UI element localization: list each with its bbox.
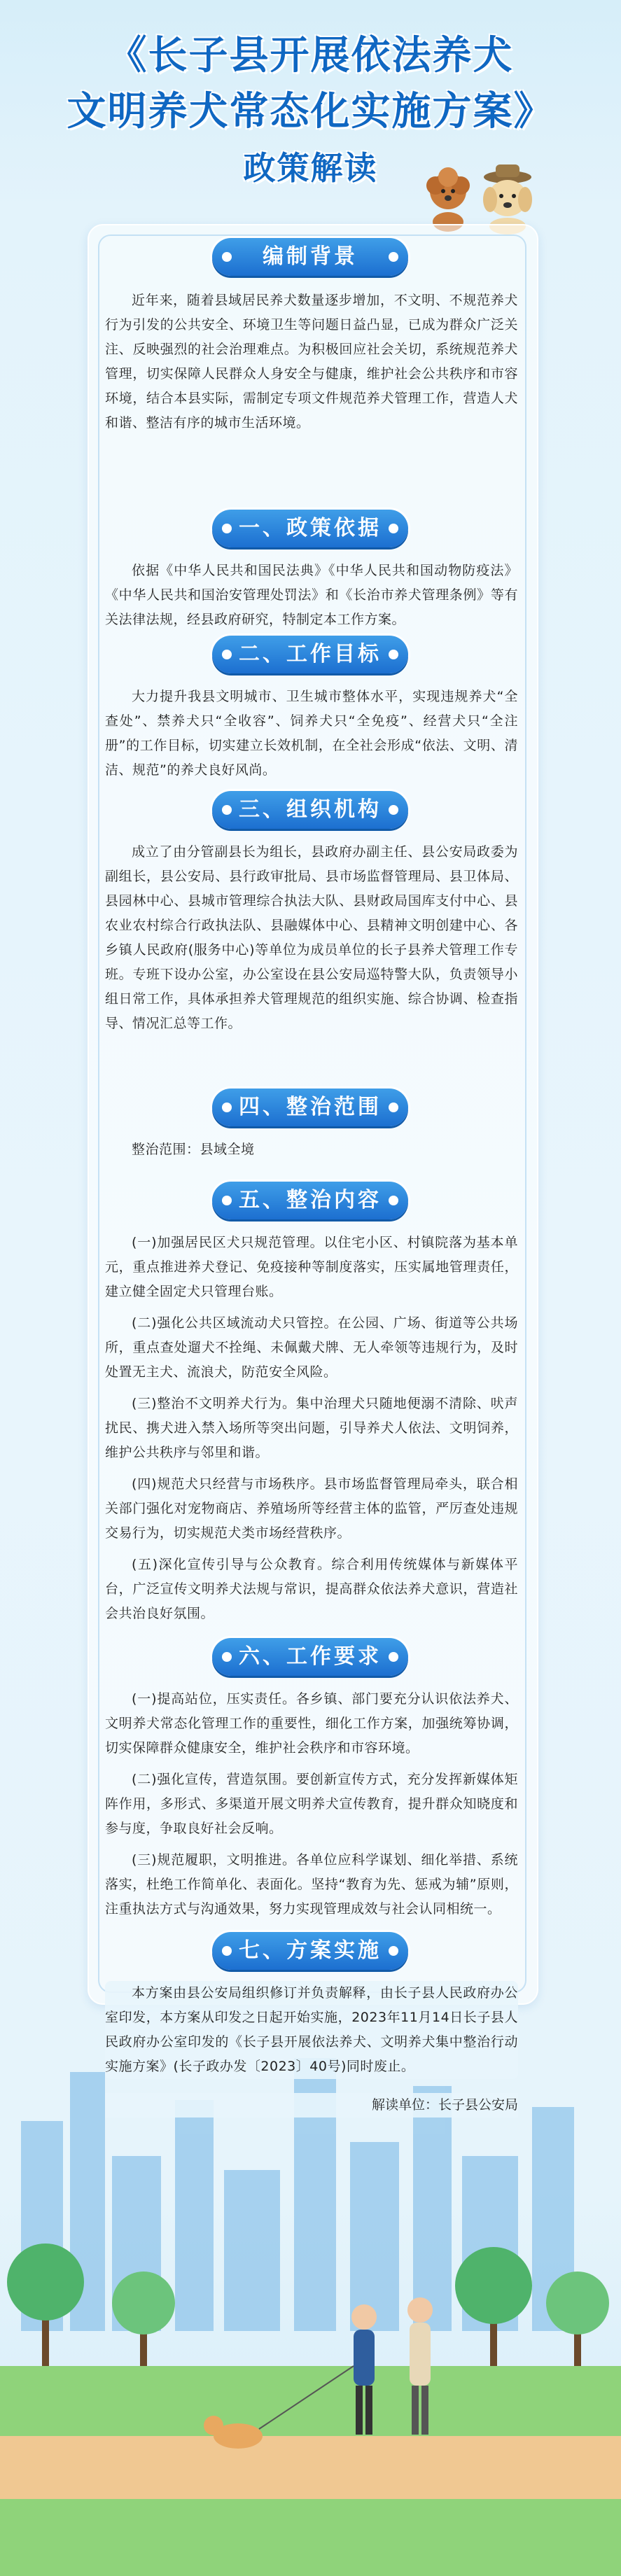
paragraph-content-3: (三)整治不文明养犬行为。集中治理犬只随地便溺不清除、吠声扰民、携犬进入禁入场所等突出问题，引导养犬人依法、文明饲养，维护公共秩序与邻里和谐。 bbox=[105, 1396, 518, 1460]
paragraph-background: 近年来，随着县域居民养犬数量逐步增加，不文明、不规范养犬行为引发的公共安全、环境卫生等问题日益凸显，已成为群众广泛关注、反映强烈的社会治理难点。为积极回应社会关切，系统规范养犬管理，切实保障人民群众人身安全与健康，维护社会公共秩序和市容环境，结合本县实际，需制定专项文件规范养犬管理工作，营造人犬和谐、整洁有序的城市生活环境。 bbox=[105, 293, 518, 430]
section-heading-background: 编制背景 bbox=[212, 238, 408, 276]
path bbox=[0, 2436, 621, 2499]
paragraph-content-4: (四)规范犬只经营与市场秩序。县市场监督管理局牵头，联合相关部门强化对宠物商店、养殖场所等经营主体的监管，严厉查处违规交易行为，切实规范犬类市场经营秩序。 bbox=[105, 1476, 518, 1541]
signature: 解读单位：长子县公安局 bbox=[105, 2093, 518, 2118]
paragraph-content-2: (二)强化公共区域流动犬只管控。在公园、广场、街道等公共场所，重点查处遛犬不拴绳、未佩戴犬牌、无人牵领等违规行为，及时处置无主犬、流浪犬，防范安全风险。 bbox=[105, 1315, 518, 1380]
paragraph-requirements-2: (二)强化宣传，营造氛围。要创新宣传方式，充分发挥新媒体矩阵作用，多形式、多渠道开展文明养犬宣传教育，提升群众知晓度和参与度，争取良好社会反响。 bbox=[105, 1772, 518, 1836]
section-heading-goals: 二、工作目标 bbox=[212, 636, 408, 673]
paragraph-goals: 大力提升我县文明城市、卫生城市整体水平，实现违规养犬“全查处”、禁养犬只“全收容”、饲养犬只“全免疫”、经营犬只“全注册”的工作目标，切实建立长效机制，在全社会形成“依法、文明、清洁、规范”的养犬良好风尚。 bbox=[105, 689, 518, 778]
section-heading-organization: 三、组织机构 bbox=[212, 791, 408, 829]
dogs-illustration bbox=[420, 158, 546, 234]
section-heading-policy-basis: 一、政策依据 bbox=[212, 510, 408, 547]
title-line-1: 《长子县开展依法养犬 bbox=[107, 33, 514, 78]
title-line-3: 政策解读 bbox=[243, 149, 378, 187]
section-heading-scope: 四、整治范围 bbox=[212, 1088, 408, 1126]
paragraph-implementation: 本方案由县公安局组织修订并负责解释，由长子县人民政府办公室印发，本方案从印发之日起开始实施，2023年11月14日长子县人民政府办公室印发的《长子县开展依法养犬、文明养犬集中整治行动实施方案》(长子政办发〔2023〕40号)同时废止。 bbox=[105, 1981, 518, 2079]
paragraph-scope: 整治范围：县域全境 bbox=[132, 1142, 255, 1157]
paragraph-content-5: (五)深化宣传引导与公众教育。综合利用传统媒体与新媒体平台，广泛宣传文明养犬法规与常识，提高群众依法养犬意识，营造社会共治良好氛围。 bbox=[105, 1557, 518, 1621]
paragraph-policy-basis: 依据《中华人民共和国民法典》《中华人民共和国动物防疫法》《中华人民共和国治安管理处罚法》和《长治市养犬管理条例》等有关法律法规，经县政府研究，特制定本工作方案。 bbox=[105, 563, 518, 627]
paragraph-organization: 成立了由分管副县长为组长，县政府办副主任、县公安局政委为副组长，县公安局、县行政审批局、县市场监督管理局、县卫体局、县园林中心、县城市管理综合执法大队、县财政局国库支付中心、县农业农村综合行政执法队、县融媒体中心、县精神文明创建中心、各乡镇人民政府(服务中心)等单位为成员单位的长子县养犬管理工作专班。专班下设办公室，办公室设在县公安局巡特警大队，负责领导小组日常工作，具体承担养犬管理规范的组织实施、综合协调、检查指导、情况汇总等工作。 bbox=[105, 844, 518, 1031]
section-heading-requirements: 六、工作要求 bbox=[212, 1638, 408, 1676]
paragraph-requirements-3: (三)规范履职，文明推进。各单位应科学谋划、细化举措、系统落实，杜绝工作简单化、表面化。坚持“教育为先、惩戒为辅”原则，注重执法方式与沟通效果，努力实现管理成效与社会认同相统一。 bbox=[105, 1852, 518, 1917]
section-heading-implementation: 七、方案实施 bbox=[212, 1932, 408, 1970]
title-line-2: 文明养犬常态化实施方案》 bbox=[67, 89, 554, 134]
poodle-icon bbox=[426, 167, 470, 232]
paragraph-requirements-1: (一)提高站位，压实责任。各乡镇、部门要充分认识依法养犬、文明养犬常态化管理工作的重要性，细化工作方案，加强统筹协调，切实保障群众健康安全，维护社会秩序和市容环境。 bbox=[105, 1691, 518, 1756]
paragraph-content-1: (一)加强居民区犬只规范管理。以住宅小区、村镇院落为基本单元，重点推进养犬登记、免疫接种等制度落实，压实属地管理责任，建立健全固定犬只管理台账。 bbox=[105, 1235, 518, 1299]
section-heading-content: 五、整治内容 bbox=[212, 1182, 408, 1219]
